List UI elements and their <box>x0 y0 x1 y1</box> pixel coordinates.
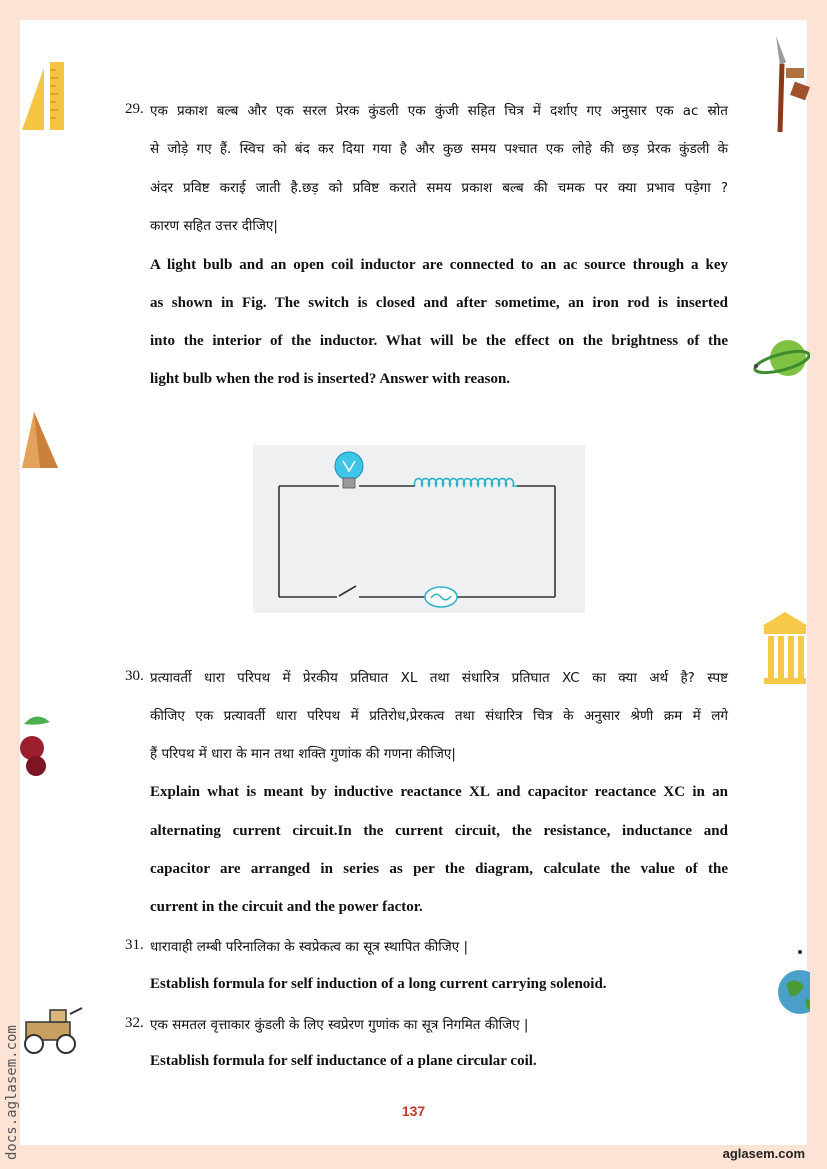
footer-site-name: aglasem.com <box>722 1146 805 1161</box>
q32-english: Establish formula for self inductance of a plane circular coil. <box>150 1053 537 1069</box>
q29-english-line-4: light bulb when the rod is inserted? Answer with reason. <box>150 371 511 387</box>
q29-english-line-1: A light bulb and an open coil inductor are connected to an ac source through a key <box>150 257 728 273</box>
watermark-vertical: docs.aglasem.com <box>4 1025 20 1160</box>
q30-english-line-2: alternating current circuit.In the current circuit, the resistance, inductance and <box>150 823 728 839</box>
q29-hindi-line-3: अंदर प्रविष्ट कराई जाती है.छड़ को प्रविष्ट कराते समय प्रकाश बल्ब की चमक पर क्या प्रभाव पड़ेगा ? <box>150 180 728 196</box>
circuit-figure <box>253 445 585 613</box>
q30-hindi-line-2: कीजिए एक प्रत्यावर्ती धारा परिपथ में प्रतिरोध,प्रेरकत्व तथा संधारित्र चित्र के अनुसार श्रेणी क्रम में लगे <box>150 708 728 724</box>
key-switch <box>339 586 356 596</box>
pyramid-icon <box>20 410 60 470</box>
spear-tool-icon <box>766 34 810 134</box>
ac-source-icon <box>425 587 457 607</box>
q29-english-line-2: as shown in Fig. The switch is closed and after sometime, an iron rod is inserted <box>150 295 728 311</box>
q31-hindi: धारावाही लम्बी परिनालिका के स्वप्रेकत्व का सूत्र स्थापित कीजिए | <box>150 939 469 955</box>
q29-hindi-line-4: कारण सहित उत्तर दीजिए| <box>150 218 278 234</box>
q32-number: 32. <box>125 1015 144 1031</box>
q31-english: Establish formula for self induction of a long current carrying solenoid. <box>150 976 607 992</box>
q30-english-line-3: capacitor are arranged in series as per the diagram, calculate the value of the <box>150 861 728 877</box>
q30-number: 30. <box>125 668 144 684</box>
q29-number: 29. <box>125 101 144 117</box>
q29-english-line-3: into the interior of the inductor. What will be the effect on the brightness of the <box>150 333 728 349</box>
column-temple-icon <box>760 610 810 686</box>
light-bulb-icon <box>335 452 363 488</box>
planet-icon <box>752 336 810 382</box>
circuit-diagram <box>253 445 585 613</box>
q29-hindi-line-2: से जोड़े गए हैं. स्विच को बंद कर दिया गया है और कुछ समय पश्चात एक लोहे की छड़ प्रेरक कुंडली के <box>150 141 728 157</box>
q30-hindi-line-1: प्रत्यावर्ती धारा परिपथ में प्रेरकीय प्रतिघात XL तथा संधारित्र प्रतिघात XC का क्या अर्थ है? स्पष्ट <box>150 670 728 686</box>
q30-hindi-line-3: हैं परिपथ में धारा के मान तथा शक्ति गुणांक की गणना कीजिए| <box>150 746 456 762</box>
ruler-icon <box>20 60 68 132</box>
globe-icon <box>776 946 810 1020</box>
inductor-coil <box>415 479 518 486</box>
q30-english-line-1: Explain what is meant by inductive reactance XL and capacitor reactance XC in an <box>150 784 728 800</box>
q32-hindi: एक समतल वृत्ताकार कुंडली के लिए स्वप्रेरण गुणांक का सूत्र निगमित कीजिए | <box>150 1017 529 1033</box>
vintage-car-icon <box>20 1004 84 1056</box>
q29-hindi-line-1: एक प्रकाश बल्ब और एक सरल प्रेरक कुंडली एक कुंजी सहित चित्र में दर्शाए गए अनुसार एक ac स्रोत <box>150 103 728 119</box>
page-number: 137 <box>401 1103 426 1119</box>
q30-english-line-4: current in the circuit and the power factor. <box>150 899 423 915</box>
q31-number: 31. <box>125 937 144 953</box>
cherry-icon <box>20 706 56 778</box>
